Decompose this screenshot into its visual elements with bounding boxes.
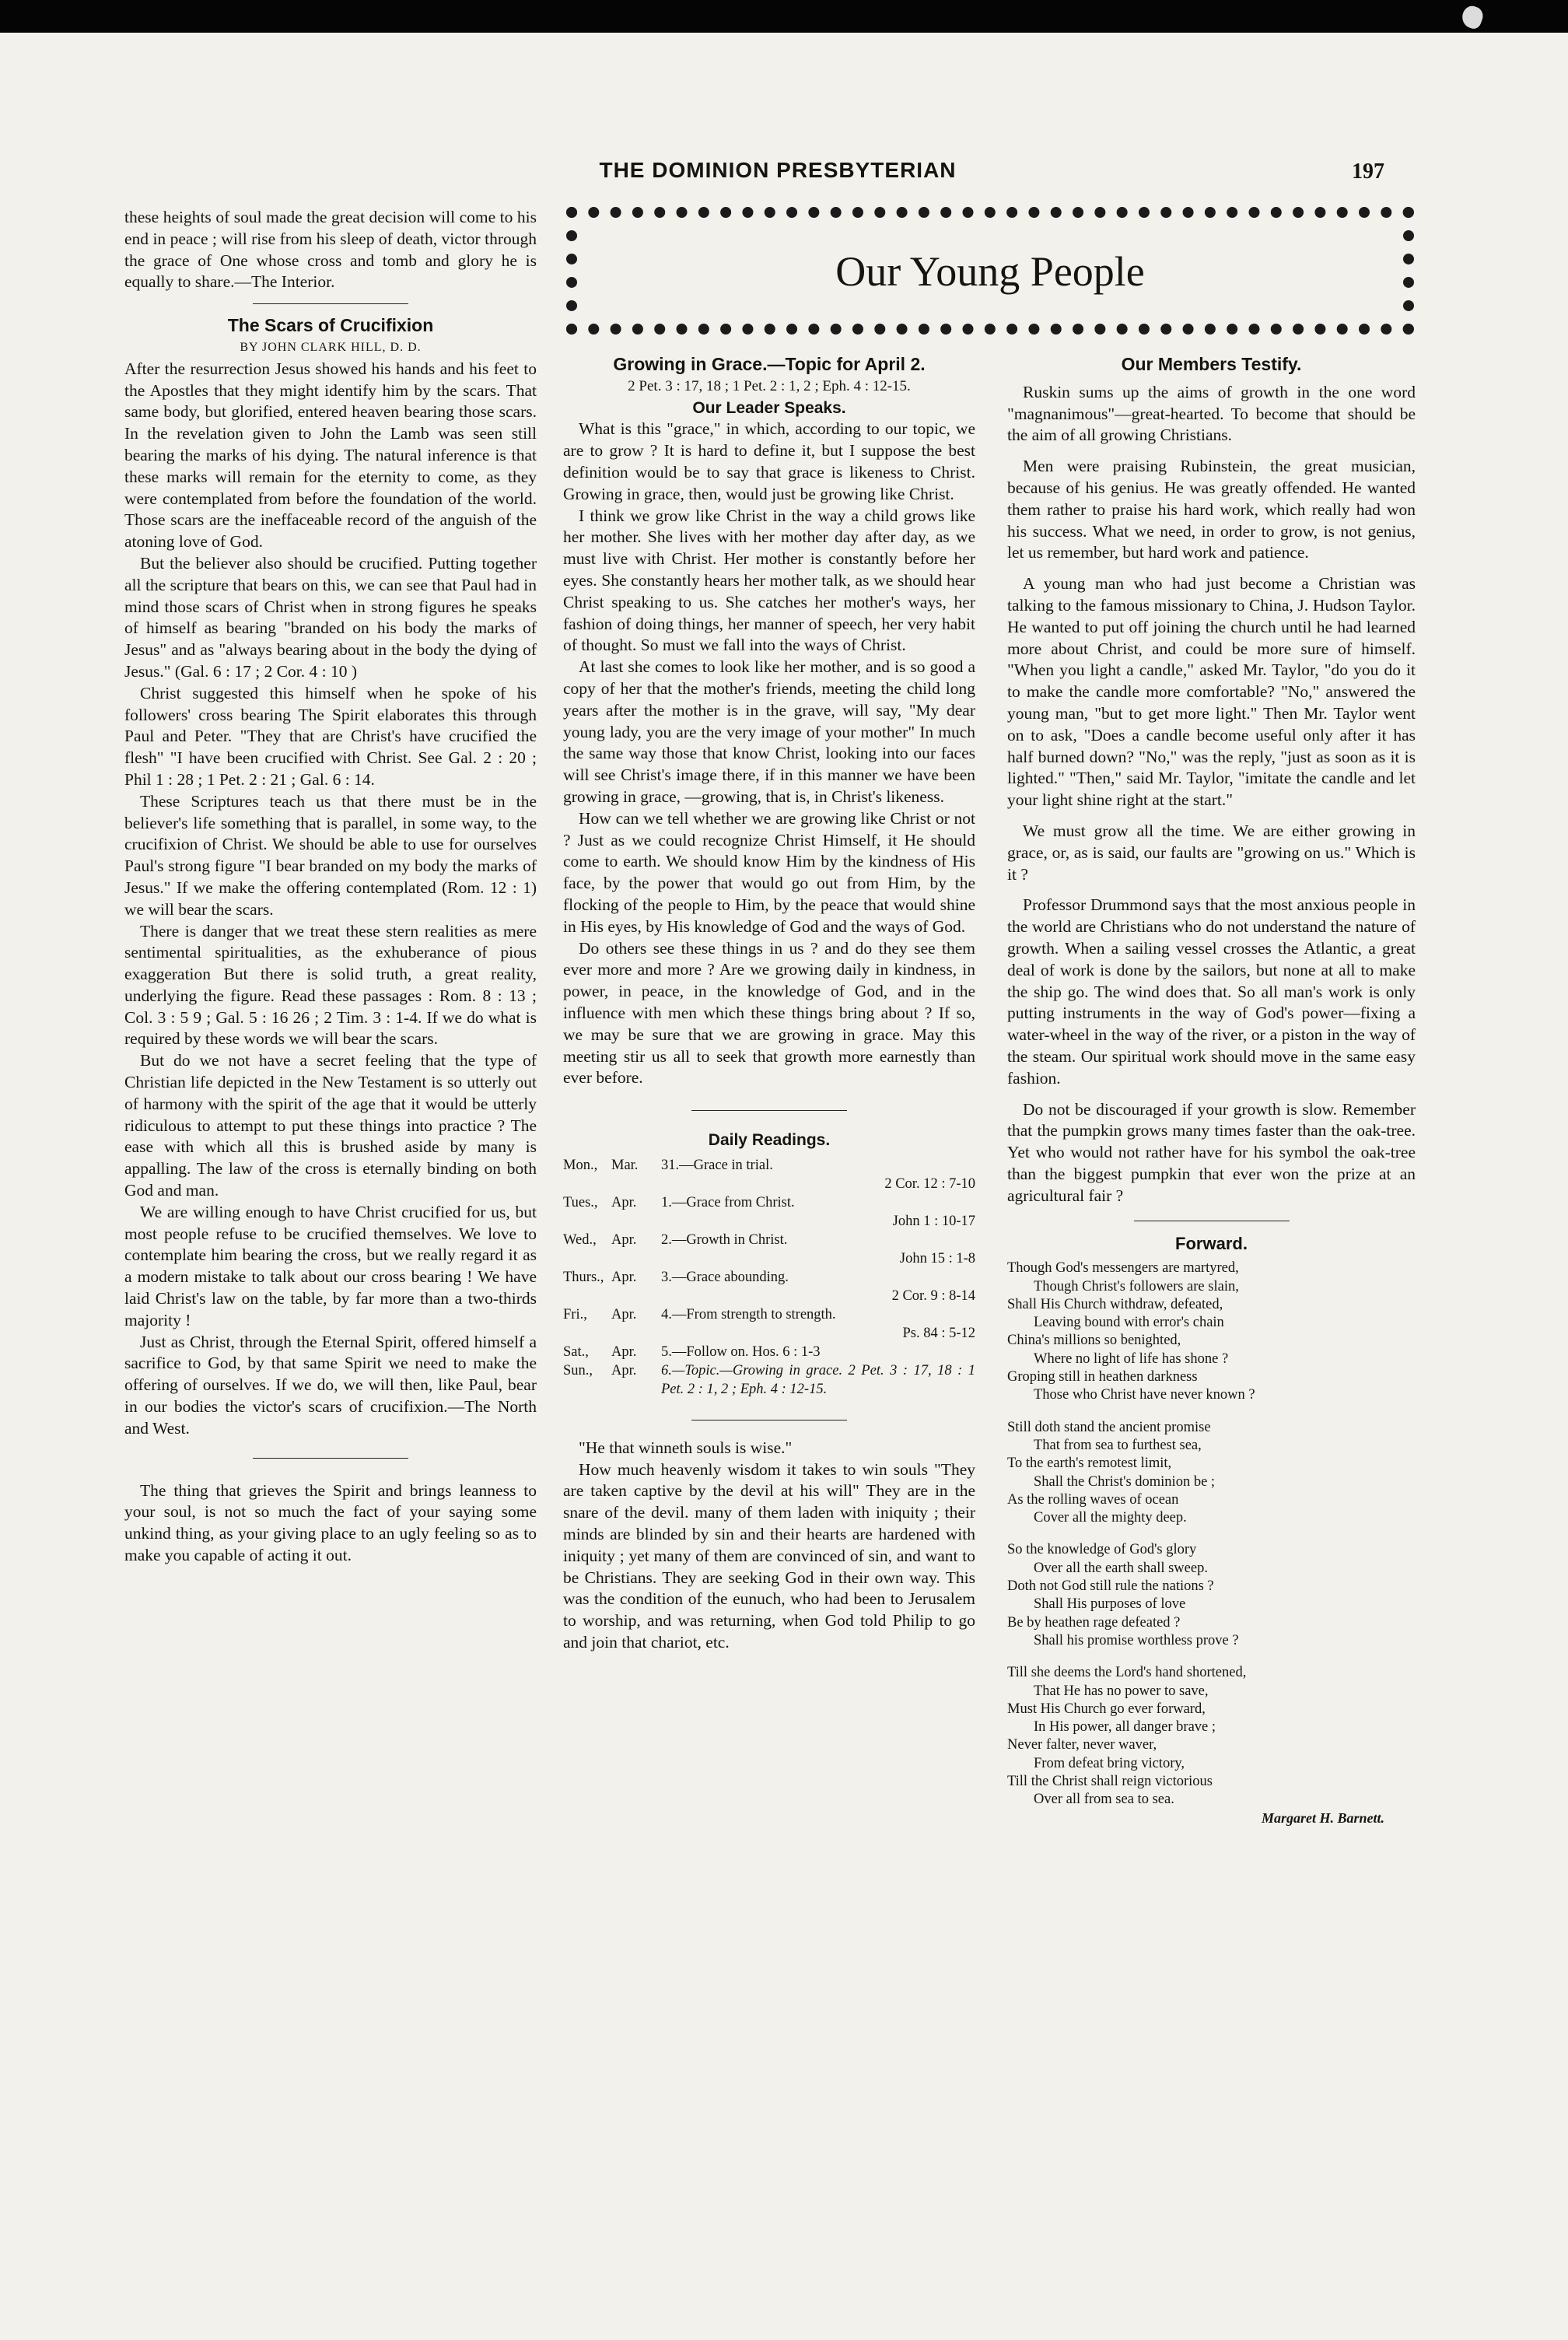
paragraph: Men were praising Rubinstein, the great musician, because of his genius. He was greatly offended. He wanted them rather to praise his hard work, which really had won his success. What we need, in order to grow, is not genius, let us remember, but hard work and patience. (1007, 457, 1416, 562)
paragraph: What is this "grace," in which, according to our topic, we are to grow ? It is hard to define it, but I suppose the best definition would be to say that grace is likeness to Christ. Growing in grace, then, would just be growing like Christ. (563, 419, 975, 503)
paragraph: Professor Drummond says that the most anxious people in the world are Christians who do not understand the nature of growth. When a sailing vessel crosses the Atlantic, a great deal of work is done by the sailors, but none at all to make the ship go. The wind does that. So all man's work is only putting instruments in the way of God's power—fixing a water-wheel in the way of the river, or a piston in the way of the steam. Our spiritual work should move in the same easy fashion. (1007, 895, 1416, 1088)
separator (563, 1410, 975, 1431)
reading-entry: Sat., Apr. 5.—Follow on. Hos. 6 : 1-3 (563, 1343, 821, 1360)
reading-entry: Fri., Apr. 4.—From strength to strength. Ps. 84 : 5-12 (563, 1306, 975, 1341)
article-title: The Scars of Crucifixion (227, 315, 434, 336)
poem-stanza: Till she deems the Lord's hand shortened, That He has no power to save, Must His Church go ever forward, In His power, all danger brave ; Never falter, never waver, From defeat bring victory, Till the Christ shall reign victorious Over all from sea to sea. (1007, 1665, 1247, 1808)
page-number: 197 (1352, 159, 1384, 184)
byline: BY JOHN CLARK HILL, D. D. (240, 340, 422, 354)
page-title: THE DOMINION PRESBYTERIAN (599, 158, 957, 182)
separator (124, 293, 537, 315)
paragraph: Christ suggested this himself when he spoke of his followers' cross bearing The Spirit elaborates this through Paul and Peter. "They that are Christ's have crucified the flesh" "I have been crucified with Christ. See Gal. 2 : 20 ; Phil 1 : 28 ; 1 Pet. 2 : 21 ; Gal. 6 : 14. (124, 683, 537, 789)
scan-blot (1459, 3, 1486, 30)
leader-body (563, 419, 975, 1089)
paragraph: After the resurrection Jesus showed his hands and his feet to the Apostles that they might identify him by the scars. That same body, but glorified, entered heaven bearing those scars. In the revelation given to John the Lamb was seen still bearing the marks of his dying. The natural inference is that these marks will remain for the eternity to come, as they were contemplated from before the foundation of the world. Those scars are the ineffaceable record of the anguish of the atoning love of God. (124, 359, 537, 552)
scan-edge-bar (0, 0, 1568, 33)
reading-entry: Wed., Apr. 2.—Growth in Christ. John 15 : 1-8 (563, 1231, 975, 1266)
closing-paragraph: The thing that grieves the Spirit and brings leanness to your soul, is not so much the fact of your saying some unkind thing, as your giving place to an ugly feeling so as to make you capable of acting it out. (124, 1480, 537, 1565)
poem-title: Forward. (1175, 1234, 1248, 1254)
article-body (124, 359, 537, 1440)
paragraph: But do we not have a secret feeling that the type of Christian life depicted in the New Testament is so utterly out of harmony with the spirit of the age that it would be utterly ridiculous to attempt to put these things into practice ? The ease with which all this is brushed aside by many is appalling. The law of the cross is eternally binding on both God and man. (124, 1051, 537, 1200)
paragraph: We are willing enough to have Christ crucified for us, but most people refuse to be crucified themselves. We love to contemplate him bearing the cross, but we really regard it as a modern mistake to talk about our cross bearing ! We have laid Christ's law on the table, by far more than a two-thirds majority ! (124, 1202, 537, 1329)
topic-title: Growing in Grace.—Topic for April 2. (613, 354, 926, 374)
column-right (1007, 354, 1416, 1827)
paragraph: These Scriptures teach us that there must be in the believer's life something that is parallel, in some way, to the crucifixion of Christ. We should be able to use for ourselves Paul's strong figure "I bear branded on my body the marks of Jesus." If we make the offering contemplated (Rom. 12 : 1) we will bear the scars. (124, 791, 537, 919)
paragraph: How much heavenly wisdom it takes to win souls "They are taken captive by the devil at his will" They are in the snare of the devil. many of them laden with iniquity ; their minds are blinded by sin and their hearts are hardened with iniquity ; yet many of them are convinced of sin, and want to be Christians. They are seeking God in their own way. This was the condition of the eunuch, who had been to Jerusalem to worship, and was returning, when God told Philip to go and join that chariot, etc. (563, 1459, 975, 1652)
paragraph: A young man who had just become a Christian was talking to the famous missionary to China, J. Hudson Taylor. He wanted to put off joining the church until he had learned more about Christ, and could be more sure of himself. "When you light a candle," asked Mr. Taylor, "do you do it to make the candle more comfortable? "No," answered the young man, "but to get more light." Then Mr. Taylor went on to ask, "Does a candle become useful only after it has half burned down? "No," was the reply, "just as soon as it is lighted." "Then," said Mr. Taylor, "imitate the candle and let your light shine right at the start." (1007, 574, 1416, 810)
leader-title: Our Leader Speaks. (692, 398, 846, 417)
poem-stanza: So the knowledge of God's glory Over all the earth shall sweep. Doth not God still rule the nations ? Shall His purposes of love Be by heathen rage defeated ? Shall his promise worthless prove ? (1007, 1542, 1239, 1648)
intro-text: these heights of soul made the great decision will come to his end in peace ; will rise from his sleep of death, victor through the grace of One whose cross and tomb and glory he is equally to share.—The Interior. (124, 208, 537, 292)
separator (563, 1100, 975, 1122)
column-middle (563, 354, 975, 1654)
reading-entry: Thurs., Apr. 3.—Grace abounding. 2 Cor. 9 : 8-14 (563, 1269, 975, 1304)
daily-readings (563, 1156, 975, 1399)
paragraph: There is danger that we treat these stern realities as mere sentimental spiritualities, as the exhuberance of pious exaggeration But there is solid truth, a great reality, underlying the figure. Read these passages : Rom. 8 : 13 ; Col. 3 : 5 9 ; Gal. 5 : 16 26 ; 2 Tim. 3 : 1-4. If we do what is required by these words we will bear the scars. (124, 921, 537, 1049)
topic-references: 2 Pet. 3 : 17, 18 ; 1 Pet. 2 : 1, 2 ; Eph. 4 : 12-15. (628, 377, 911, 394)
column-left (124, 207, 537, 1567)
members-body (1007, 382, 1416, 1207)
separator (1007, 1210, 1416, 1231)
reading-entry: Sun., Apr. 6.—Topic.—Growing in grace. 2 Pet. 3 : 17, 18 : 1 Pet. 2 : 1, 2 ; Eph. 4 : 12-15. (563, 1362, 975, 1397)
poem-stanza: Though God's messengers are martyred, Though Christ's followers are slain, Shall His Church withdraw, defeated, Leaving bound with error's chain China's millions so benighted, Where no light of life has shone ? Groping still in heathen darkness Those who Christ have never known ? (1007, 1260, 1255, 1403)
paragraph: I think we grow like Christ in the way a child grows like her mother. She lives with her mother day after day, as we must live with Christ. Her mother is constantly before her eyes. She constantly hears her mother talk, as we should hear Christ speaking to us. She catches her mother's ways, her fashion of doing things, her manner of speech, her very habit of thought. So must we fall into the ways of Christ. (563, 506, 975, 655)
readings-title: Daily Readings. (708, 1131, 831, 1150)
section-banner (566, 207, 1414, 335)
paragraph: Do not be discouraged if your growth is slow. Remember that the pumpkin grows many times faster than the oak-tree. Yet who would not rather have for his symbol the oak-tree than the biggest pumpkin that ever won the prize at an agricultural fair ? (1007, 1099, 1416, 1205)
reading-entry: Mon., Mar. 31.—Grace in trial. 2 Cor. 12 : 7-10 (563, 1157, 975, 1192)
paragraph: But the believer also should be crucified. Putting together all the scripture that bears on this, we can see that Paul had in mind those scars of Christ when in strong figures he speaks of himself as bearing "branded on his body the marks of Jesus" and as "always bearing about in the body the dying of Jesus." (Gal. 6 : 17 ; 2 Cor. 4 : 10 ) (124, 553, 537, 681)
reading-entry: Tues., Apr. 1.—Grace from Christ. John 1 : 10-17 (563, 1194, 975, 1229)
wise-quote: "He that winneth souls is wise." (579, 1438, 793, 1457)
poem-signature: Margaret H. Barnett. (1261, 1809, 1384, 1826)
poem-stanza: Still doth stand the ancient promise That from sea to furthest sea, To the earth's remotest limit, Shall the Christ's dominion be ; As the rolling waves of ocean Cover all the mighty deep. (1007, 1419, 1216, 1526)
paragraph: We must grow all the time. We are either growing in grace, or, as is said, our faults are "growing on us." Which is it ? (1007, 821, 1416, 884)
poem (1007, 1259, 1416, 1827)
separator (124, 1448, 537, 1470)
paragraph: Do others see these things in us ? and do they see them ever more and more ? Are we growing daily in kindness, in power, in peace, in the knowledge of God, and in the influence with men which these things bring about ? If so, we may be sure that we are growing in grace. May this meeting stir us all to seek that growth more earnestly than ever before. (563, 938, 975, 1088)
members-title: Our Members Testify. (1121, 354, 1302, 374)
paragraph: At last she comes to look like her mother, and is so good a copy of her that the mother's friends, meeting the child long years after the mother is in the grave, will say, "My dear young lady, you are the very image of your mother" In much the same way those that know Christ, looking into our faces will see Christ's image there, if in this manner we have been growing in grace, —growing, that is, in Christ's likeness. (563, 657, 975, 806)
paragraph: Ruskin sums up the aims of growth in the one word "magnanimous"—great-hearted. To become that should be the aim of all growing Christians. (1007, 382, 1416, 445)
banner-title: Our Young People (835, 248, 1145, 295)
paragraph: Just as Christ, through the Eternal Spirit, offered himself a sacrifice to God, by that same Spirit we need to make the offering of ourselves. If we do, we will then, like Paul, bear in our bodies the victor's scars of crucifixion.—The North and West. (124, 1332, 537, 1438)
paragraph: How can we tell whether we are growing like Christ or not ? Just as we could recognize Christ Himself, it He should come to earth. We should know Him by the kindness of His face, by the power that would go out from Him, by the flocking of the people to Him, by the peace that would shine in His eyes, by His knowledge of God and the ways of God. (563, 808, 975, 936)
